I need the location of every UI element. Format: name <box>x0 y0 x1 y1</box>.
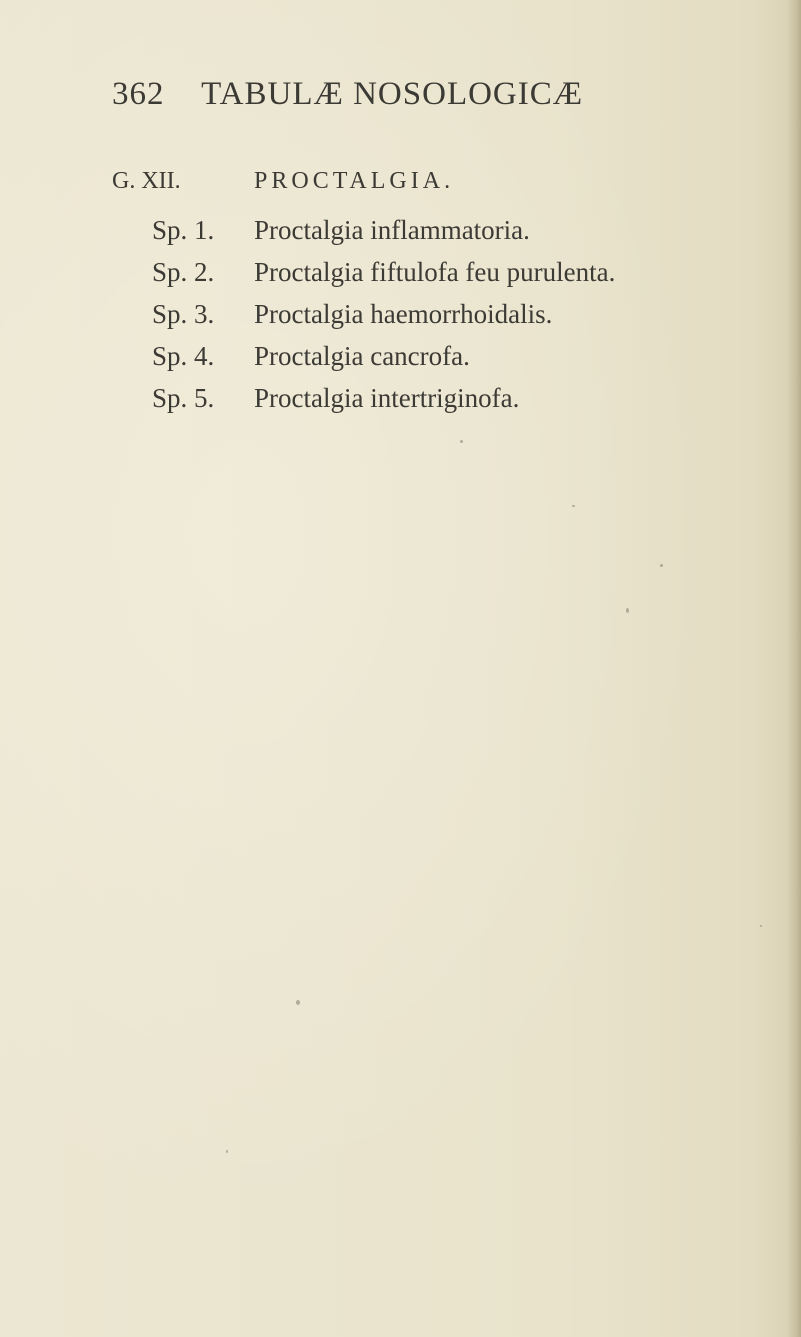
species-row-4 <box>152 336 615 378</box>
paper-speck <box>296 1000 300 1005</box>
paper-speck <box>226 1150 228 1153</box>
species-row-3 <box>152 294 615 336</box>
genus-title: PROCTALGIA. <box>254 168 455 194</box>
species-row-2 <box>152 252 615 294</box>
species-name: Proctalgia fiftulofa feu purulenta. <box>254 257 616 287</box>
page-number: 362 <box>112 76 165 112</box>
page-title: TABULÆ NOSOLOGICÆ <box>201 76 584 112</box>
page-edge-shadow <box>787 0 801 1337</box>
paper-speck <box>572 505 575 507</box>
genus-number: G. XII. <box>112 168 181 194</box>
species-row-1 <box>152 210 615 252</box>
paper-speck <box>760 925 762 927</box>
species-name: Proctalgia haemorrhoidalis. <box>254 299 553 329</box>
species-number: Sp. 1. <box>152 215 215 245</box>
species-number: Sp. 3. <box>152 299 215 329</box>
species-list <box>152 210 615 420</box>
species-number: Sp. 2. <box>152 257 215 287</box>
paper-speck <box>660 564 663 567</box>
paper-speck <box>626 608 629 613</box>
paper-speck <box>460 440 463 443</box>
running-head <box>112 76 583 113</box>
species-name: Proctalgia cancrofa. <box>254 341 470 371</box>
species-row-5 <box>152 378 615 420</box>
species-name: Proctalgia inflammatoria. <box>254 215 530 245</box>
species-name: Proctalgia intertriginofa. <box>254 383 520 413</box>
species-number: Sp. 5. <box>152 383 215 413</box>
genus-heading <box>112 168 455 195</box>
species-number: Sp. 4. <box>152 341 215 371</box>
